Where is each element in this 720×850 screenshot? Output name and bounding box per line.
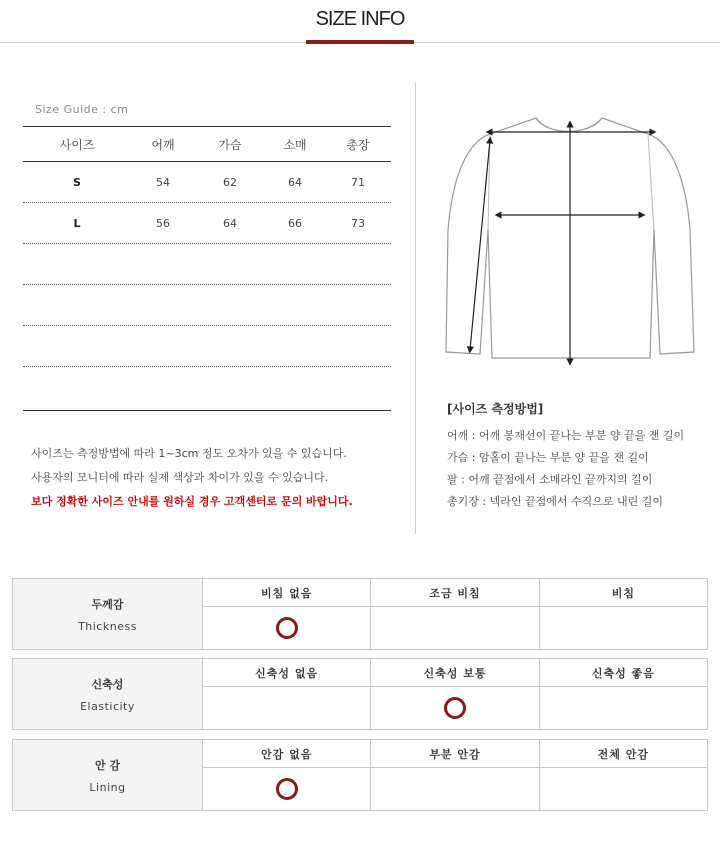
elasticity-option-none (203, 659, 371, 729)
size-table (23, 126, 391, 367)
lining-option-partial (371, 740, 539, 810)
size-cell: S (73, 175, 81, 189)
option-label: 조금 비침 (371, 579, 538, 607)
option-label: 신축성 좋음 (540, 659, 707, 687)
lining-options (203, 740, 707, 810)
sleeve-cell: 64 (288, 175, 302, 189)
column-header-length: 총장 (346, 137, 370, 152)
measure-length: 총기장 : 넥라인 끝점에서 수직으로 내린 길이 (447, 495, 663, 508)
option-label: 전체 안감 (540, 740, 707, 768)
measure-sleeve: 팔 : 어깨 끝점에서 소매라인 끝까지의 길이 (447, 473, 653, 486)
measure-chest: 가슴 : 암홀이 끝나는 부분 양 끝을 잰 길이 (447, 451, 649, 464)
table-row (23, 203, 391, 244)
note-monitor: 사용자의 모니터에 따라 실제 색상과 차이가 있을 수 있습니다. (31, 471, 329, 484)
thickness-label-ko: 두께감 (91, 597, 124, 611)
measure-method-list (447, 428, 684, 516)
column-header-chest: 가슴 (218, 137, 242, 152)
size-guide-label: Size Guide : cm (35, 103, 129, 116)
size-table-header (23, 127, 391, 162)
option-label: 안감 없음 (203, 740, 370, 768)
lining-table (12, 739, 708, 811)
thickness-option-sheer (540, 579, 707, 649)
option-mark (371, 687, 538, 729)
shoulder-cell: 54 (156, 175, 170, 189)
chest-cell: 62 (223, 175, 237, 189)
option-label: 비침 없음 (203, 579, 370, 607)
table-row-empty (23, 326, 391, 367)
note-warning: 보다 정확한 사이즈 안내를 원하실 경우 고객센터로 문의 바랍니다. (31, 495, 353, 508)
option-mark (540, 687, 707, 729)
lining-label-ko: 안 감 (94, 758, 121, 772)
option-label: 비침 (540, 579, 707, 607)
sleeve-cell: 66 (288, 216, 302, 230)
option-mark (540, 768, 707, 810)
column-header-shoulder: 어깨 (151, 137, 175, 152)
lining-option-full (540, 740, 707, 810)
selected-circle-icon (276, 617, 298, 639)
garment-diagram (440, 110, 700, 374)
lining-option-none (203, 740, 371, 810)
thickness-options (203, 579, 707, 649)
elasticity-label-ko: 신축성 (91, 677, 124, 691)
column-header-size: 사이즈 (59, 137, 95, 152)
thickness-option-none (203, 579, 371, 649)
lining-label-en: Lining (89, 780, 126, 794)
option-mark (203, 687, 370, 729)
selected-circle-icon (444, 697, 466, 719)
elasticity-options (203, 659, 707, 729)
sweater-outline-icon (440, 110, 700, 370)
chest-cell: 64 (223, 216, 237, 230)
shoulder-cell: 56 (156, 216, 170, 230)
thickness-table (12, 578, 708, 650)
option-label: 부분 안감 (371, 740, 538, 768)
length-cell: 73 (351, 216, 365, 230)
option-mark (371, 607, 538, 649)
size-table-bottom-rule (23, 410, 391, 411)
lining-label (13, 740, 203, 810)
column-header-sleeve: 소매 (283, 137, 307, 152)
size-notes (31, 446, 353, 518)
elasticity-table (12, 658, 708, 730)
note-tolerance: 사이즈는 측정방법에 따라 1~3cm 정도 오차가 있을 수 있습니다. (31, 447, 347, 460)
elasticity-label (13, 659, 203, 729)
measure-method-title: [사이즈 측정방법] (447, 402, 544, 416)
table-row-empty (23, 244, 391, 285)
thickness-label-en: Thickness (78, 619, 137, 633)
thickness-label (13, 579, 203, 649)
elasticity-option-good (540, 659, 707, 729)
section-divider (415, 83, 416, 534)
option-label: 신축성 없음 (203, 659, 370, 687)
length-cell: 71 (351, 175, 365, 189)
thickness-option-slight (371, 579, 539, 649)
measure-shoulder: 어깨 : 어깨 봉재선이 끝나는 부분 양 끝을 잰 길이 (447, 429, 685, 442)
table-row (23, 162, 391, 203)
option-mark (203, 768, 370, 810)
option-mark (203, 607, 370, 649)
elasticity-label-en: Elasticity (80, 699, 135, 713)
table-row-empty (23, 285, 391, 326)
elasticity-option-normal (371, 659, 539, 729)
selected-circle-icon (276, 778, 298, 800)
option-mark (540, 607, 707, 649)
page-title: SIZE INFO (315, 8, 405, 30)
size-cell: L (73, 216, 81, 230)
option-label: 신축성 보통 (371, 659, 538, 687)
option-mark (371, 768, 538, 810)
header-accent-bar (306, 40, 414, 44)
